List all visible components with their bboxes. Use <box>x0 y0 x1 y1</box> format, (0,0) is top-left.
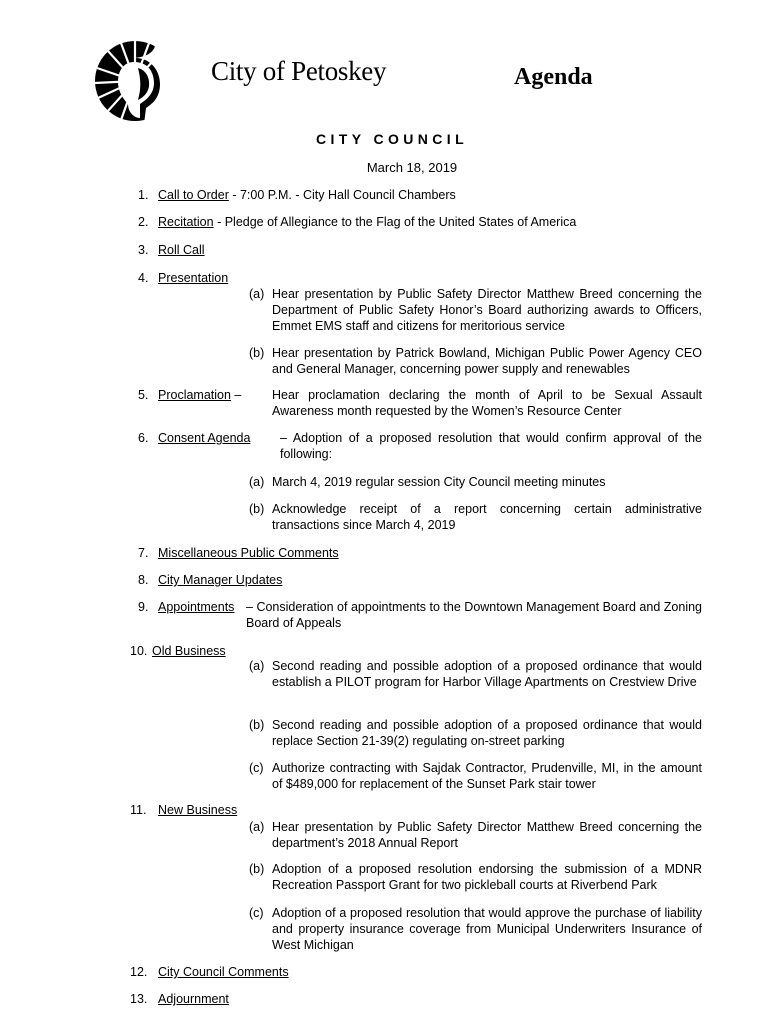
item-text: - Pledge of Allegiance to the Flag of the United States of America <box>213 215 577 229</box>
sub-item-text: Second reading and possible adoption of a proposed ordinance that would establish a PILOT program for Harbor Village Apartments on Crestview Drive <box>272 659 702 689</box>
sub-item-text: Hear presentation by Patrick Bowland, Michigan Public Power Agency CEO and General Manager, concerning power supply and renewables <box>272 346 702 376</box>
item-text: - 7:00 P.M. - City Hall Council Chambers <box>228 188 456 202</box>
item-number: 7. <box>138 546 149 560</box>
sub-item-text: Authorize contracting with Sajdak Contractor, Prudenville, MI, in the amount of $489,000 for replacement of the Sunset Park stair tower <box>272 761 702 791</box>
agenda-item-13 <box>130 991 229 1007</box>
sub-item-label: (a) <box>249 475 265 489</box>
item-number: 2. <box>138 215 149 229</box>
item-number: 4. <box>138 271 149 285</box>
sub-item-label: (b) <box>249 502 265 516</box>
sub-item-label: (a) <box>249 659 265 673</box>
item-title: Appointments <box>158 600 235 614</box>
item-title: Recitation <box>158 215 214 229</box>
item-dash: – <box>230 388 242 402</box>
item-description-text: – Adoption of a proposed resolution that would confirm approval of the following: <box>280 431 702 461</box>
item-title: Call to Order <box>158 188 229 202</box>
agenda-item-3 <box>138 242 205 258</box>
item-title: Consent Agenda <box>158 431 251 445</box>
item-number: 12. <box>130 965 148 979</box>
sub-item-text: Acknowledge receipt of a report concerning certain administrative transactions since March 4, 2019 <box>272 502 702 532</box>
item-number: 9. <box>138 600 149 614</box>
agenda-item-7 <box>138 545 339 561</box>
agenda-item-6 <box>138 430 251 446</box>
item-number: 3. <box>138 243 149 257</box>
sub-item-text: March 4, 2019 regular session City Council meeting minutes <box>272 475 606 489</box>
meeting-date: March 18, 2019 <box>366 160 458 175</box>
sub-item-label: (b) <box>249 346 265 360</box>
sub-item-label: (a) <box>249 287 265 301</box>
agenda-item-9 <box>138 599 235 615</box>
item-title: Adjournment <box>158 992 229 1006</box>
agenda-item-11 <box>130 802 238 818</box>
sub-item-text: Hear presentation by Public Safety Director Matthew Breed concerning the Department of Public Safety Honor’s Board authorizing awards to Officers, Emmet EMS staff and citizens for meritorious service <box>272 287 702 333</box>
item-description: – Consideration of appointments to the Downtown Management Board and Zoning Board of Appeals <box>246 600 702 630</box>
item-title: Proclamation <box>158 388 231 402</box>
sub-item-label: (c) <box>249 906 264 920</box>
document-type-title: Agenda <box>514 64 593 90</box>
city-name: City of Petoskey <box>211 56 387 86</box>
sub-item-label: (c) <box>249 761 264 775</box>
sub-item-text: Second reading and possible adoption of a proposed ordinance that would replace Section 21-39(2) regulating on-street parking <box>272 718 702 748</box>
item-number: 1. <box>138 188 149 202</box>
sub-item-label: (b) <box>249 862 265 876</box>
sub-item-label: (b) <box>249 718 265 732</box>
item-title: New Business <box>158 803 238 817</box>
agenda-item-12 <box>130 964 289 980</box>
agenda-item-1 <box>138 187 456 203</box>
item-title: Presentation <box>158 271 229 285</box>
item-title: Miscellaneous Public Comments <box>158 546 339 560</box>
agenda-item-4 <box>138 270 229 286</box>
sub-item-text: Adoption of a proposed resolution that would approve the purchase of liability and property insurance coverage from Municipal Underwriters Insurance of West Michigan <box>272 906 702 952</box>
agenda-item-8 <box>138 572 283 588</box>
item-number: 5. <box>138 388 149 402</box>
agenda-item-10 <box>130 643 226 659</box>
item-description <box>280 430 702 462</box>
item-description: Hear proclamation declaring the month of April to be Sexual Assault Awareness month requested by the Women’s Resource Center <box>272 388 702 418</box>
city-logo-icon <box>94 38 176 124</box>
item-title: Old Business <box>152 644 226 658</box>
agenda-item-5 <box>138 387 242 403</box>
agenda-item-2 <box>138 214 577 230</box>
sub-item-text: Adoption of a proposed resolution endorsing the submission of a MDNR Recreation Passport Grant for two pickleball courts at Riverbend Park <box>272 862 702 892</box>
item-number: 8. <box>138 573 149 587</box>
sub-item-label: (a) <box>249 820 265 834</box>
item-title: City Manager Updates <box>158 573 283 587</box>
sub-item-text: Hear presentation by Public Safety Director Matthew Breed concerning the department’s 2018 Annual Report <box>272 820 702 850</box>
item-number: 11. <box>130 803 147 817</box>
item-number: 6. <box>138 431 149 445</box>
item-number: 10. <box>130 644 148 658</box>
item-title: Roll Call <box>158 243 205 257</box>
body-name-heading: CITY COUNCIL <box>315 131 469 147</box>
item-title: City Council Comments <box>158 965 289 979</box>
item-number: 13. <box>130 992 148 1006</box>
